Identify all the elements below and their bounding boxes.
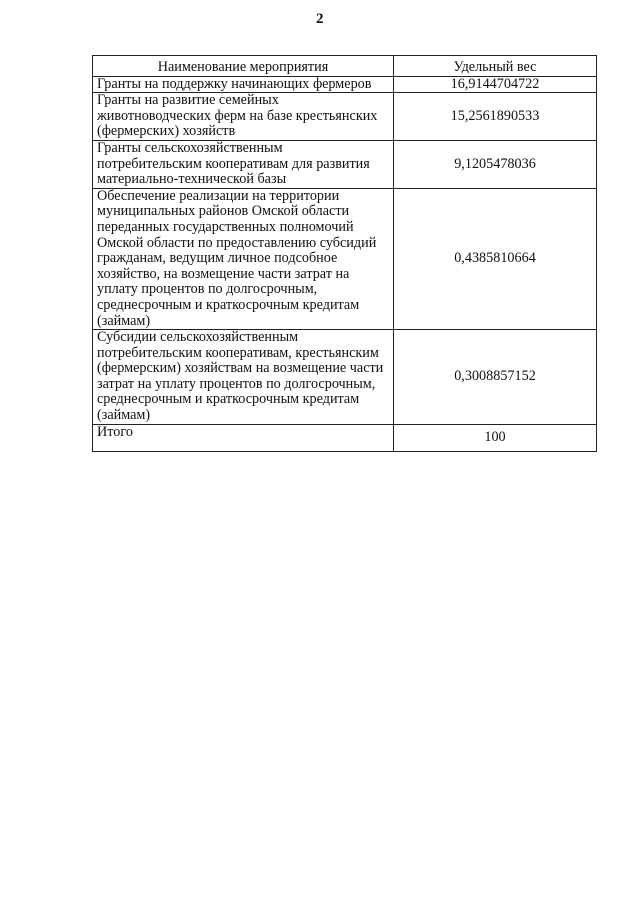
row-weight: 16,9144704722 bbox=[394, 76, 597, 93]
row-weight: 0,4385810664 bbox=[394, 188, 597, 329]
table-row bbox=[93, 76, 597, 93]
table-row bbox=[93, 188, 597, 329]
row-weight: 9,1205478036 bbox=[394, 140, 597, 188]
total-value: 100 bbox=[394, 424, 597, 451]
table-row bbox=[93, 330, 597, 425]
row-weight: 15,2561890533 bbox=[394, 93, 597, 141]
total-label: Итого bbox=[93, 424, 394, 451]
row-name: Субсидии сельскохозяйственным потребительским кооперативам, крестьянским (фермерским) хозяйствам на возмещение части затрат на уплату процентов по долгосрочным, среднесрочным и краткосрочным кредитам (займам) bbox=[93, 330, 394, 425]
row-weight: 0,3008857152 bbox=[394, 330, 597, 425]
row-name: Гранты на поддержку начинающих фермеров bbox=[93, 76, 394, 93]
table-header-row bbox=[93, 56, 597, 77]
total-row bbox=[93, 424, 597, 451]
row-name: Гранты на развитие семейных животноводческих ферм на базе крестьянских (фермерских) хозяйств bbox=[93, 93, 394, 141]
table-row bbox=[93, 140, 597, 188]
page-number: 2 bbox=[316, 11, 324, 27]
row-name: Обеспечение реализации на территории муниципальных районов Омской области переданных государственных полномочий Омской области по предоставлению субсидий гражданам, ведущим личное подсобное хозяйство, на возмещение части затрат на уплату процентов по долгосрочным, среднесрочным и краткосрочным кредитам (займам) bbox=[93, 188, 394, 329]
row-name: Гранты сельскохозяйственным потребительским кооперативам для развития материально-технической базы bbox=[93, 140, 394, 188]
weights-table bbox=[92, 55, 597, 452]
header-name: Наименование мероприятия bbox=[93, 56, 394, 77]
header-weight: Удельный вес bbox=[394, 56, 597, 77]
table-row bbox=[93, 93, 597, 141]
